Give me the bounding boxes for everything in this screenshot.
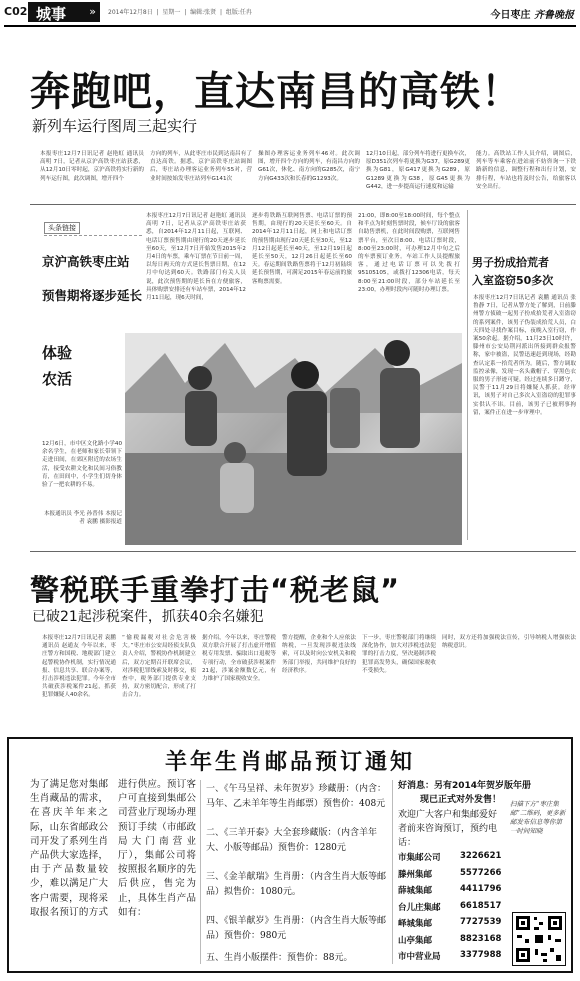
- header-rule: [4, 25, 576, 27]
- lead-subhead: 新列车运行图周三起实行: [32, 117, 198, 135]
- notice-item-2: 二、《三羊开泰》大全套珍藏版：（内含羊年大、小版等邮品）预售价：1280元: [206, 828, 378, 853]
- phone-number: 6618517: [460, 900, 502, 911]
- tax-col-5: 下一步，枣庄警税部门将继续深化协作，加大对涉税违法犯罪的打击力度，坚决遏制涉税犯罪高发势头，确保国家税收不受损失。: [362, 635, 436, 674]
- tax-subhead: 已破21起涉税案件，抓获40余名嫌犯: [32, 609, 264, 625]
- tax-col-6: 同时，双方还将加强税法宣传，引导纳税人增强依法纳税意识。: [442, 635, 576, 650]
- hotline-intro: 欢迎广大客户和集邮爱好者前来咨询预订，预约电话：: [398, 810, 498, 848]
- photo-caption: 12月6日，市中区文化路小学40余名学生，在老师和家长带领下走进田间，在郊区附近的农场生活，接受农耕文化和民间习俗教育，在田间中，小学生们切身体验了一把农耕的不易。: [42, 441, 122, 489]
- tax-col-2: “偷税漏税对社会危害极大。”枣庄市公安局经侦支队负责人介绍，警税协作机制建立后，双方定期召开联席会议，对涉税犯罪线索及时移交，侦查中，税务部门提供专业支持，双方密切配合，形成了打击合力。: [122, 635, 196, 699]
- tax-headline: 警税联手重拳打击“税老鼠”: [30, 573, 401, 607]
- masthead-brand: 今日枣庄 齐鲁晚报: [490, 10, 574, 21]
- phone-number: 7727539: [460, 917, 502, 927]
- lead-headline: 奔跑吧，直达南昌的高铁！: [30, 69, 522, 115]
- phone-number: 3377988: [460, 950, 502, 960]
- photo-title-line2: 农活: [42, 370, 73, 388]
- notice-item-4: 四、《银羊献岁》生肖册：（内含生肖大版等邮品）预售价：980元: [206, 916, 387, 941]
- link-title-line1: 京沪高铁枣庄站: [42, 254, 130, 269]
- notice-divider-2: [392, 780, 393, 964]
- crime-title-line2: 入室盗窃50多次: [472, 274, 554, 287]
- link-col-2: 逐步将铁路互联网售票、电话订票的预售期，由现行的20天延长至60天。自2014年12月11日起，网上和电话订票的预售期由现行20天延长至30天，至12月12日起延长至40天，至12月19日起延长至50天，12月26日起延长至60天。春运期间铁路售票将于12月初陆续延长预售期，可满足2015年春运前的旅客购票需要。: [252, 213, 352, 285]
- lead-col-1: 本报枣庄12月7日讯记者 赵艳虹 通讯员 高明 7日，记者从京沪高铁枣庄站获悉，从12月10日零时起，京沪高铁将实行新的列车运行图，此次调图，增开四个: [40, 151, 144, 182]
- photo-credit: 本报通讯员 李光 孙普伟 本报记者 袁鹏 摄影报道: [43, 511, 122, 526]
- phone-number: 5577266: [460, 867, 502, 878]
- phone-row: [398, 934, 506, 946]
- notice-title: 羊年生肖邮品预订通知: [164, 749, 415, 775]
- qr-code-icon: [513, 913, 565, 965]
- phone-row: [398, 917, 506, 929]
- good-news-line1: 好消息：另有2014年贺岁版年册: [398, 781, 532, 791]
- lead-divider: [30, 204, 576, 205]
- link-title-line2: 预售期将逐步延长: [42, 288, 143, 303]
- qr-caption: 扫描下方“枣庄集邮”二维码，更多新邮发布信息等你第一时间知晓: [510, 800, 566, 835]
- phone-number: 8823168: [460, 933, 502, 944]
- issue-meta: 2014年12月8日 | 星期一 | 编辑:张贤 | 组版:任冉: [108, 9, 252, 16]
- notice-item-5: 五、生肖小版摆件：预售价：88元。: [206, 953, 353, 963]
- lead-col-4: 12月10日起，部分列车将进行更换车次，原D351次列车将更换为G37，原G289更换为G81，原G417更换为G289，原G1289更换为G38，原G45更换为G442，进一步提高运行速度和运输: [366, 151, 470, 190]
- section-title: 城事: [36, 5, 67, 23]
- crime-body: 本报枣庄12月7日讯记者 袁鹏 通讯员 张鲁静 7日，记者从警方处了解到，日前滕州警方侦破一起男子扮成拾荒者入室盗窃的系列案件，该男子伪装成拾荒人员，白天四处寻找作案目标，夜晚入室行窃，作案50余起。据介绍，11月23日10时许，滕州市公安局荆河派出所接到群众报警称，家中被盗，民警迅速赶到现场，经勘查认定系一拾荒者所为。随后，警方调取监控录像，发现一名头戴帽子、穿黑色衣服的男子形迹可疑。经过连续多日蹲守，民警于11月29日将嫌疑人抓获。经审讯，该男子对自己多次入室盗窃的犯罪事实供认不讳。目前，该男子已被刑事拘留，案件正在进一步审理中。: [473, 295, 576, 416]
- phone-branch-name: 山亭集邮: [398, 935, 433, 946]
- header-bar: [0, 0, 580, 26]
- phone-number: 3226621: [460, 851, 502, 861]
- lead-col-5: 能力。高铁站工作人员介绍，调图后，列车等车乘客在进站前不妨咨询一下铁路新的信息，调整行程和出行计划，安排行程，车站也将及时公告，给旅客以安全出行。: [476, 151, 576, 190]
- phone-row: [398, 884, 506, 896]
- crime-title-line1: 男子扮成拾荒者: [472, 256, 549, 269]
- good-news-line2: 现已正式对外发售！: [420, 795, 502, 805]
- lead-col-2: 方向的列车，从此枣庄市民到达南昌有了直达高铁。据悉，京沪高铁枣庄站调图后，枣庄站办理客运业务列车55对，营业时间按始发枣庄站列车G141次: [150, 151, 252, 182]
- phone-row: [398, 950, 506, 962]
- children-planting-illustration: [125, 333, 462, 545]
- tax-divider-top: [30, 551, 576, 552]
- section-badge: [28, 2, 100, 22]
- phone-branch-name: 台儿庄集邮: [398, 902, 441, 913]
- phone-row: [398, 901, 506, 913]
- phone-branch-name: 市集邮公司: [398, 853, 441, 863]
- link-col-1: 本报枣庄12月7日讯记者 赵艳虹 通讯员 高明 7日，记者从京沪高铁枣庄站获悉，自2014年12月11日起，互联网、电话订票预售期由现行的20天逐步延长至60天，至12月7日开始发售2015年2月4日的车票，乘车订票在节日前一周，以每日两天的方式延长售票日期，在12月中旬达到60天。铁路部门有关人员说，此次预售期的延长旨在方便旅客，具体购票安排还有车站车票，2014年12月11日起，现6天时间，: [146, 213, 246, 302]
- notice-item-3: 三、《金羊献瑞》生肖册：（内含生肖大版等邮品）拟售价：1080元。: [206, 872, 387, 897]
- notice-item-1: 一、《午马呈祥、未年贺岁》珍藏册：（内含：马年、乙未羊年等生肖邮票）预售价：408元: [206, 784, 387, 809]
- farming-photo: [125, 333, 462, 545]
- phone-row: [398, 851, 506, 863]
- photo-title-line1: 体验: [42, 344, 73, 362]
- tax-col-4: 警方提醒，企业和个人应依法纳税，一旦发现涉税违法线索，可以及时向公安机关和税务部门举报，共同维护良好的经济秩序。: [282, 635, 356, 674]
- phone-branch-name: 峄城集邮: [398, 919, 433, 929]
- phone-branch-name: 滕州集邮: [398, 869, 433, 880]
- phone-branch-name: 市中营业局: [398, 952, 441, 962]
- notice-intro: 为了满足您对集邮生肖藏品的需求，在喜庆羊年来之际，山东省邮政公司开发了系列生肖产品供大家选择，由于产品数量较少，难以满足广大客户需要，现将采取报名预订的方式进行供应。预订客户可直接到集邮公司营业厅现场办理预订手续（市邮政局大门南营业厅），集邮公司将按照报名顺序的先后供应，售完为止，具体生肖产品如有：: [30, 779, 196, 918]
- link-tag: 头条链接: [44, 222, 80, 234]
- link-tag-dotted-rule: [44, 235, 142, 236]
- page-number: C02: [4, 5, 28, 18]
- qr-code: [512, 912, 566, 966]
- tax-col-3: 据介绍，今年以来，枣庄警税双方联合开展了打击虚开增值税专用发票、骗取出口退税等专项行动，全市破获涉税案件21起，涉案金额数亿元，有力维护了国家税收安全。: [202, 635, 276, 683]
- double-chevron-icon: »: [89, 5, 96, 18]
- link-col-3: 21:00，即8:00至18:00时间，每个整点和半点为时刻售票时段，候车厅设的旅客自助售票机，在此时间段购票，互联网售票平台，至次日8:00、电话订票时段，8:00至23:00时，可办理12月中旬之后的车票预订业务。车站工作人员提醒旅客，通过电话订票可以先拨打95105105，或拨打12306电话，每天8:00至21:00时段，部分车站延长至23:00，办理时段内可随时办理订票。: [358, 213, 460, 293]
- notice-divider-1: [200, 780, 201, 964]
- tax-col-1: 本报枣庄12月7日讯记者 袁鹏 通讯员 赵通友 今年以来，枣庄警方和国税、地税部门建立起警税协作机制，实行情况通报、信息共享、联合办案等，打击涉税违法犯罪。今年全市共破获涉税案件21起，抓获犯罪嫌疑人40余名。: [42, 635, 116, 699]
- phone-row: [398, 868, 506, 880]
- phone-number: 4411796: [460, 884, 502, 894]
- phone-branch-name: 薛城集邮: [398, 886, 433, 896]
- lead-col-3: 操图办理客运业务列车46对。此次调图，增开四个方向的列车，有南昌方向的G61次，休化、南方向的G285次，南宁方向G433次和长春的G1293次。: [258, 151, 360, 182]
- right-column-divider: [467, 210, 468, 540]
